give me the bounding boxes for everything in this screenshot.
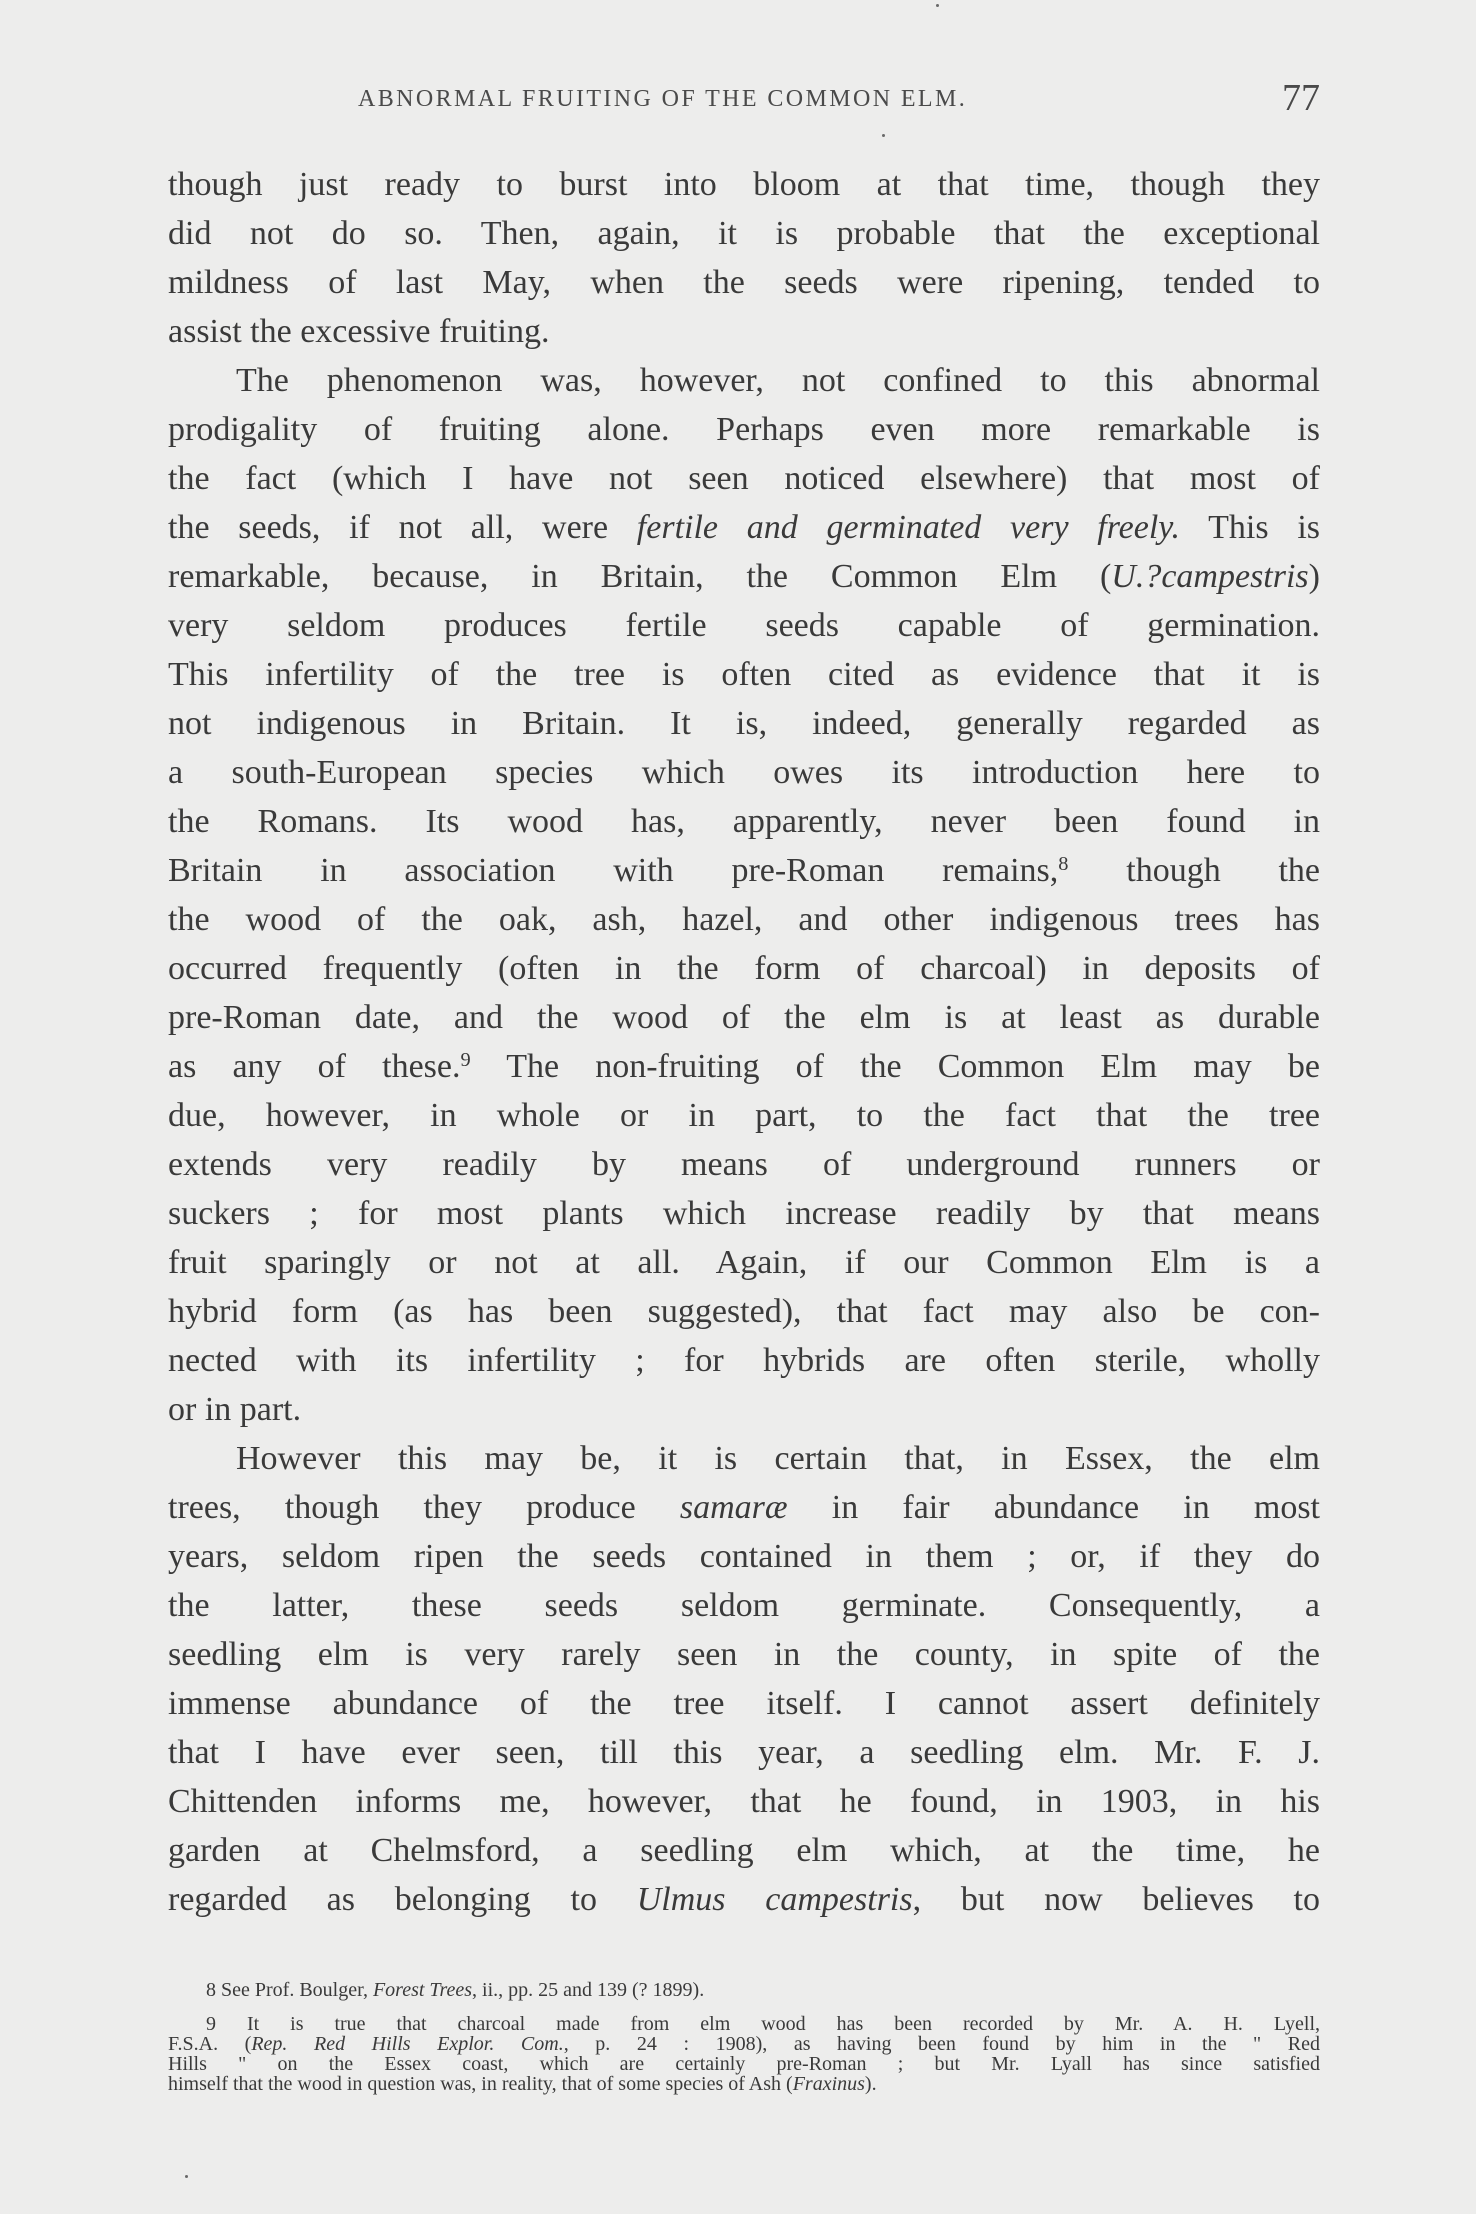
text-line-segment: the seeds, if not all, were <box>168 509 637 546</box>
text-line: assist the excessive fruiting. <box>168 313 550 350</box>
italic-text: fertile and germinated very freely. <box>636 509 1181 546</box>
text-line: This infertility of the tree is often cited as evidence that it is <box>168 656 1320 693</box>
footnote-line <box>168 2074 1320 2094</box>
text-line <box>168 552 1320 601</box>
footnote-line-segment: 8 See Prof. Boulger, <box>206 1979 373 2001</box>
text-line-segment: remarkable, because, in Britain, the Common Elm ( <box>168 558 1112 595</box>
footnote-ref[interactable]: 9 <box>460 1049 471 1071</box>
text-line-segment: Britain in association with pre-Roman remains, <box>168 852 1059 889</box>
text-line-segment: though the <box>1068 852 1320 889</box>
footnote-line <box>168 2054 1320 2074</box>
footnote-ref[interactable]: 8 <box>1058 853 1069 875</box>
text-line <box>168 1483 1320 1532</box>
text-line: Chittenden informs me, however, that he found, in 1903, in his <box>168 1783 1320 1820</box>
running-head <box>168 77 1320 122</box>
text-line: that I have ever seen, till this year, a seedling elm. Mr. F. J. <box>168 1734 1320 1771</box>
footnotes <box>168 1980 1320 2094</box>
footnote-line-segment: 9 It is true that charcoal made from elm wood has been recorded by Mr. A. H. Lyell, <box>206 2013 1320 2035</box>
text-line: immense abundance of the tree itself. I cannot assert definitely <box>168 1685 1320 1722</box>
text-line: not indigenous in Britain. It is, indeed, generally regarded as <box>168 705 1320 742</box>
text-line-segment: regarded as belonging to <box>168 1881 637 1918</box>
footnote <box>168 2014 1320 2094</box>
text-line: years, seldom ripen the seeds contained in them ; or, if they do <box>168 1538 1320 1575</box>
text-line: did not do so. Then, again, it is probable that the exceptional <box>168 215 1320 252</box>
footnote-line-segment: Hills " on the Essex coast, which are certainly pre-Roman ; but Mr. Lyall has since satisfied <box>168 2053 1320 2075</box>
text-line-segment: The non-fruiting of the Common Elm may be <box>470 1048 1320 1085</box>
text-line: seedling elm is very rarely seen in the county, in spite of the <box>168 1636 1320 1673</box>
italic-text: Rep. Red Hills Explor. Com. <box>251 2033 564 2055</box>
text-line: nected with its infertility ; for hybrids are often sterile, wholly <box>168 1342 1320 1379</box>
text-line: the latter, these seeds seldom germinate. Consequently, a <box>168 1587 1320 1624</box>
text-line-segment: ) <box>1308 558 1320 595</box>
footnote-line-segment: , ii., pp. 25 and 139 (? 1899). <box>472 1979 705 2001</box>
running-title: ABNORMAL FRUITING OF THE COMMON ELM. <box>358 86 968 112</box>
footnote-line-segment: himself that the wood in question was, in reality, that of some species of Ash ( <box>168 2073 793 2095</box>
text-line-segment: , but now believes to <box>912 1881 1321 1918</box>
paper-speck <box>936 4 939 7</box>
text-line: mildness of last May, when the seeds were ripening, tended to <box>168 264 1320 301</box>
body-text <box>168 160 1320 1924</box>
text-line-segment: This is <box>1180 509 1320 546</box>
text-line-segment: as any of these. <box>168 1048 461 1085</box>
text-line: occurred frequently (often in the form of charcoal) in deposits of <box>168 950 1320 987</box>
footnote-line-segment: F.S.A. ( <box>168 2033 252 2055</box>
text-line: due, however, in whole or in part, to the fact that the tree <box>168 1097 1320 1134</box>
text-line: the fact (which I have not seen noticed elsewhere) that most of <box>168 460 1320 497</box>
footnote-line-segment: , p. 24 : 1908), as having been found by him in the " Red <box>563 2033 1320 2055</box>
text-line <box>168 503 1320 552</box>
italic-text: Forest Trees <box>372 1979 473 2001</box>
italic-text: Ulmus campestris <box>636 1881 913 1918</box>
italic-text: samaræ <box>679 1489 788 1526</box>
text-line: fruit sparingly or not at all. Again, if our Common Elm is a <box>168 1244 1320 1281</box>
footnote-line <box>168 2034 1320 2054</box>
text-line: a south-European species which owes its introduction here to <box>168 754 1320 791</box>
text-line <box>168 1875 1320 1924</box>
text-line: the Romans. Its wood has, apparently, never been found in <box>168 803 1320 840</box>
text-line: prodigality of fruiting alone. Perhaps even more remarkable is <box>168 411 1320 448</box>
italic-text: U.?campestris <box>1111 558 1309 595</box>
text-line: hybrid form (as has been suggested), that fact may also be con- <box>168 1293 1320 1330</box>
text-line: The phenomenon was, however, not confined to this abnormal <box>236 362 1320 399</box>
text-line: garden at Chelmsford, a seedling elm which, at the time, he <box>168 1832 1320 1869</box>
text-line <box>168 846 1320 895</box>
text-line: However this may be, it is certain that, in Essex, the elm <box>236 1440 1320 1477</box>
text-line <box>168 1042 1320 1091</box>
text-line: pre-Roman date, and the wood of the elm is at least as durable <box>168 999 1320 1036</box>
text-line-segment: in fair abundance in most <box>787 1489 1321 1526</box>
italic-text: Fraxinus <box>792 2073 865 2095</box>
text-line: or in part. <box>168 1391 302 1428</box>
text-line: the wood of the oak, ash, hazel, and other indigenous trees has <box>168 901 1320 938</box>
footnote-line <box>168 2014 1320 2034</box>
text-line: though just ready to burst into bloom at that time, though they <box>168 166 1320 203</box>
text-line: extends very readily by means of underground runners or <box>168 1146 1320 1183</box>
footnote <box>168 1980 1320 2000</box>
footnote-line-segment: ). <box>864 2073 877 2095</box>
text-line: very seldom produces fertile seeds capable of germination. <box>168 607 1320 644</box>
paper-speck <box>882 134 885 137</box>
paper-speck <box>185 2175 188 2178</box>
footnote-line <box>168 1980 1320 2000</box>
text-line-segment: trees, though they produce <box>168 1489 680 1526</box>
text-line: suckers ; for most plants which increase readily by that means <box>168 1195 1320 1232</box>
page-number: 77 <box>1282 77 1320 119</box>
